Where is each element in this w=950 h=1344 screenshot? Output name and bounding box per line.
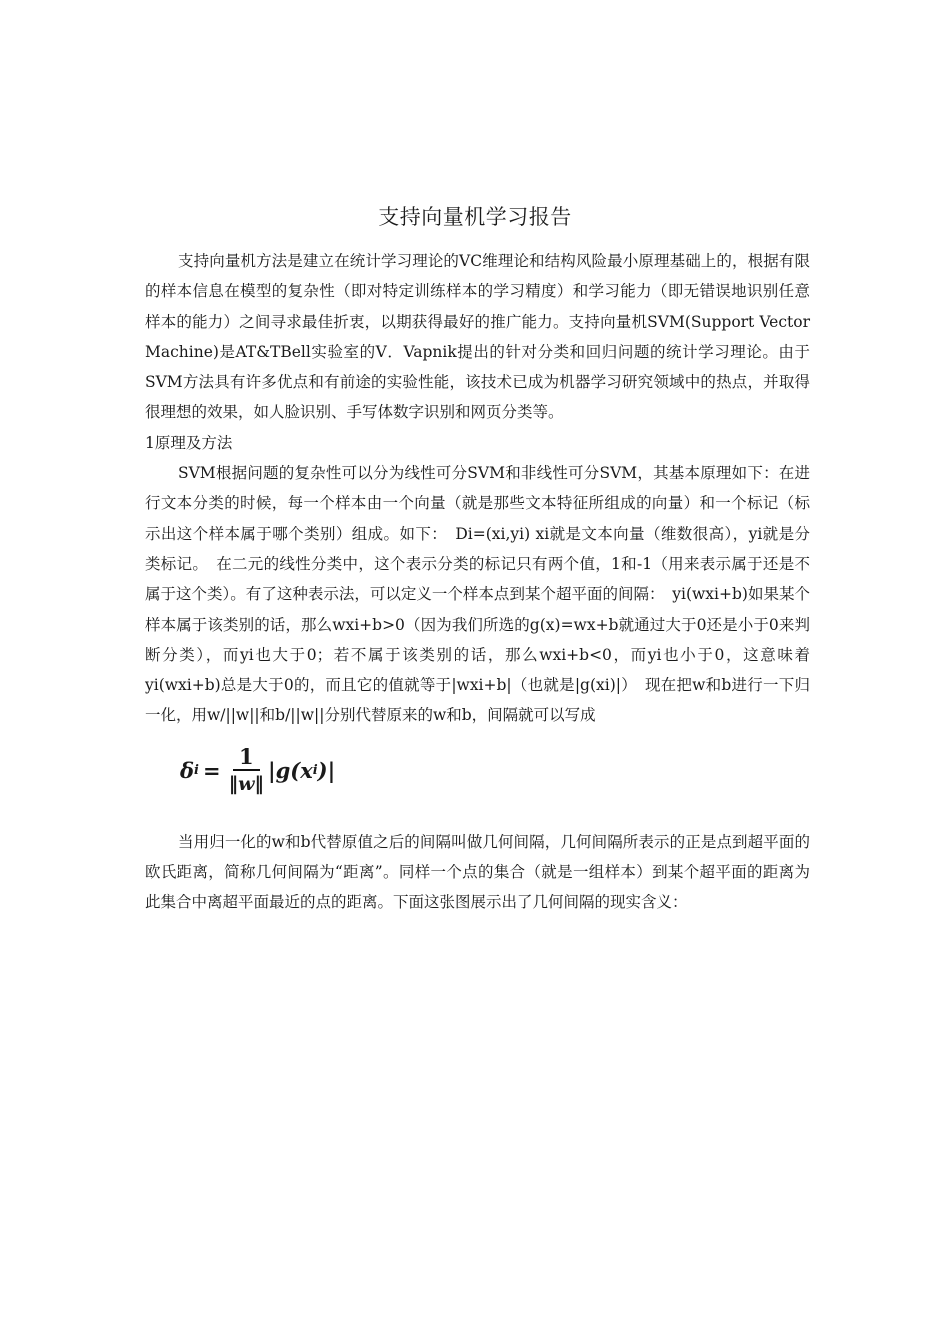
formula-denominator: ‖w‖ xyxy=(228,772,264,795)
geometric-margin-paragraph: 当用归一化的w和b代替原值之后的间隔叫做几何间隔，几何间隔所表示的正是点到超平面的欧氏距离，简称几何间隔为“距离”。同样一个点的集合（就是一组样本）到某个超平面的距离为此集合中离超平面最近的点的距离。下面这张图展示出了几何间隔的现实含义： xyxy=(145,832,810,912)
document-title: 支持向量机学习报告 xyxy=(378,205,572,229)
formula-fraction xyxy=(229,745,264,797)
intro-paragraph: 支持向量机方法是建立在统计学习理论的VC维理论和结构风险最小原理基础上的，根据有限的样本信息在模型的复杂性（即对特定训练样本的学习精度）和学习能力（即无错误地识别任意样本的能力）之间寻求最佳折衷，以期获得最好的推广能力。支持向量机SVM(Support Vector Machine)是AT&TBell实验室的V．Vapnik提出的针对分类和回归问题的统计学习理论。由于SVM方法具有许多优点和有前途的实验性能，该技术已成为机器学习研究领域中的热点，并取得很理想的效果，如人脸识别、手写体数字识别和网页分类等。 xyxy=(145,252,810,422)
document-body xyxy=(145,246,810,918)
geometric-margin-formula xyxy=(145,731,810,827)
formula-lhs: δ xyxy=(180,758,195,784)
formula-equals: = xyxy=(202,758,221,784)
formula-rhs-subscript: i xyxy=(312,763,318,779)
principle-paragraph: SVM根据问题的复杂性可以分为线性可分SVM和非线性可分SVM，其基本原理如下：在进行文本分类的时候，每一个样本由一个向量（就是那些文本特征所组成的向量）和一个标记（标示出这个样本属于哪个类别）组成。如下： Di=(xi,yi) xi就是文本向量（维数很高），yi就是分类标记。 在二元的线性分类中，这个表示分类的标记只有两个值，1和-1（用来表示属于还是不属于这个类）。有了这种表示法，可以定义一个样本点到某个超平面的间隔： yi(wxi+b)如果某个样本属于该类别的话，那么wxi+b>0（因为我们所选的g(x)=wx+b就通过大于0还是小于0来判断分类），而yi也大于0；若不属于该类别的话，那么wxi+b<0，而yi也小于0，这意味着yi(wxi+b)总是大于0的，而且它的值就等于|wxi+b|（也就是|g(xi)|） 现在把w和b进行一下归一化，用w/||w||和b/||w||分别代替原来的w和b，间隔就可以写成 xyxy=(145,464,810,725)
formula-rhs-end: )| xyxy=(317,758,336,784)
formula-rhs: |g(x xyxy=(267,758,313,784)
formula-lhs-subscript: i xyxy=(194,763,199,779)
section-heading-principles: 1原理及方法 xyxy=(145,433,233,452)
formula-numerator: 1 xyxy=(233,745,260,771)
